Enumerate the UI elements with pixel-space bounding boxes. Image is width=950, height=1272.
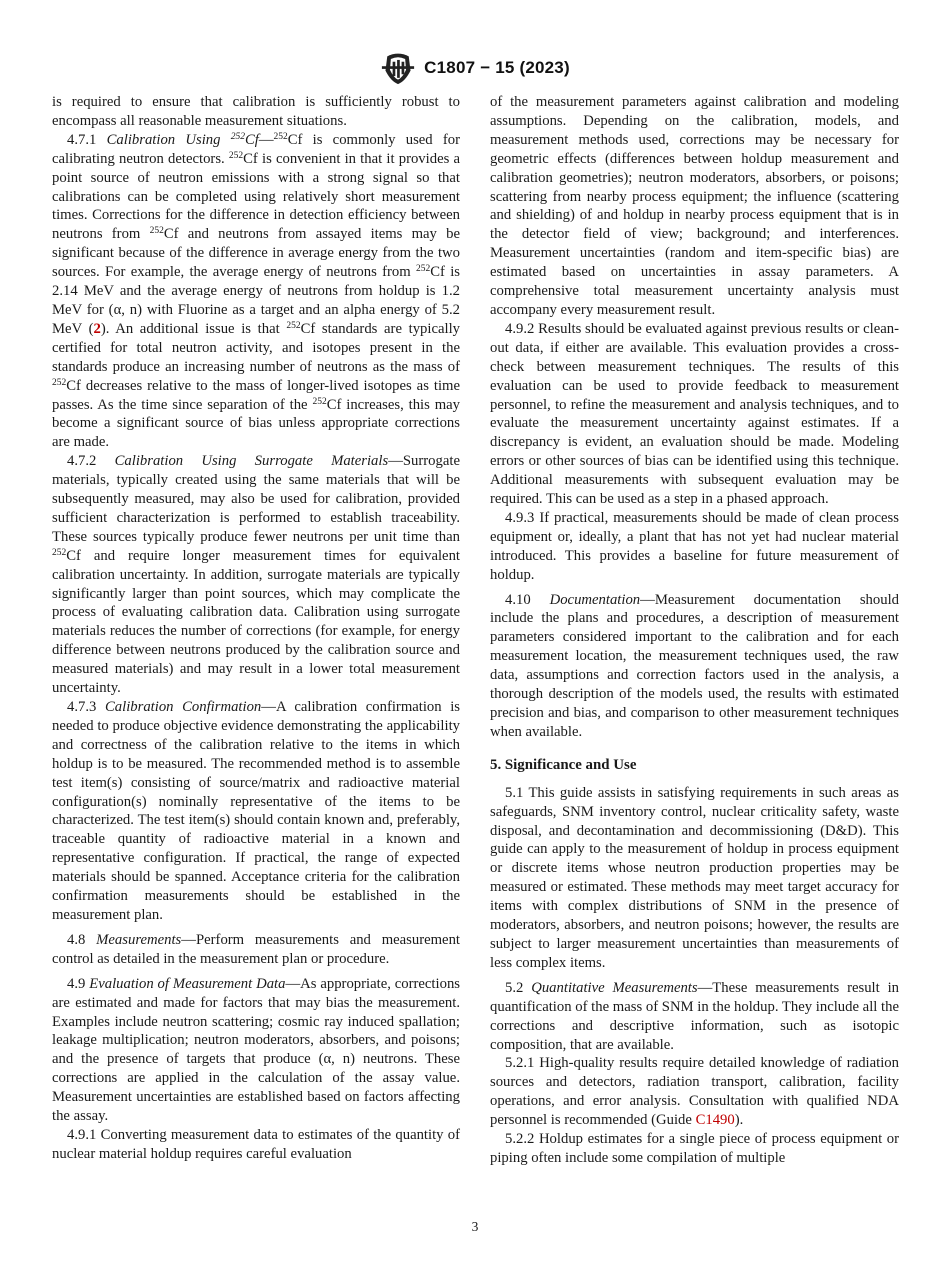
reference-link[interactable]: 2 — [93, 320, 101, 337]
section-5-2-1: 5.2.1 High-quality results require detailed knowledge of radiation sources and detectors, radiation transport, calibration, facility operations, and error analysis. Consultation with qualified NDA personnel is recommended (Guide C1490). — [490, 1055, 899, 1129]
page-number: 3 — [471, 1219, 479, 1234]
section-4-7-2: 4.7.2 Calibration Using Surrogate Materials—Surrogate materials, typically created using the same materials that will be subsequently measured, may also be used for calibration, provided sufficient characterization is performed to establish traceability. These sources typically produce fewer neutrons per unit time than $^{252}$Cf and require longer measurement times for equivalent calibration uncertainty. In addition, surrogate materials are typically significantly larger than point sources, which may complicate the process of evaluating calibration data. Calibration using surrogate materials reduces the number of corrections (for example, for energy difference between neutrons produced by the calibration source and measured materials) and may result in a lower total measurement uncertainty. — [52, 453, 460, 697]
guide-link[interactable]: C1490 — [695, 1112, 735, 1129]
section-5-1: 5.1 This guide assists in satisfying requirements in such areas as safeguards, SNM inventory control, nuclear criticality safety, waste disposal, and decontamination and decommissioning (D&D). This guide can apply to the measurement of holdup in process equipment or discrete items whose neutron production properties may be measured or estimated. These methods may meet target accuracy for items with complex distributions of SNM in the presence of moderators, absorbers, and neutron poisons; however, the results are subject to larger measurement uncertainties than measurements of less complex items. — [490, 784, 899, 971]
section-5-2: 5.2 Quantitative Measurements—These measurements result in quantification of the mass of SNM in the holdup. They include all the corrections and descriptive information, such as isotopic composition, that are available. — [490, 979, 899, 1053]
right-column — [490, 93, 899, 1168]
page-header — [0, 50, 950, 86]
section-heading: 5. Significance and Use — [490, 756, 637, 773]
section-4-9-3: 4.9.3 If practical, measurements should be made of clean process equipment or, ideally, a plant that has not yet had nuclear material introduced. This provides a baseline for future measurement of holdup. — [490, 509, 899, 583]
paragraph-continued: is required to ensure that calibration is sufficiently robust to encompass all reasonable measurement situations. — [52, 94, 460, 129]
section-4-9-2: 4.9.2 Results should be evaluated against previous results or clean-out data, if either are available. This evaluation provides a cross-check between measurement techniques. The results of this evaluation can be used to provide feedback to measurement personnel, to refine the measurement and analysis techniques, and to evaluate the measurement uncertainty against estimates. If a discrepancy is evident, an evaluation should be made. Modeling errors or other sources of bias can be identified using this technique. Additional measurements with subsequent evaluation may be required. This can be used as a step in a phased approach. — [490, 320, 899, 508]
section-4-8: 4.8 Measurements—Perform measurements and measurement control as detailed in the measurement plan or procedure. — [52, 931, 460, 967]
section-4-7-3: 4.7.3 Calibration Confirmation—A calibration confirmation is needed to produce objective evidence demonstrating the applicability and correctness of the calibration relative to the items in which holdup is to be measured. The recommended method is to assemble test item(s) consisting of source/matrix and radioactive material configuration(s) nominally representative of the items to be characterized. The test item(s) should contain known and, preferably, traceable quantity of radioactive material in a known and representative configuration. If practical, the range of expected materials should be spanned. Acceptance criteria for the calibration confirmation measurements should be established in the measurement plan. — [52, 699, 460, 923]
section-4-9-1-continued: of the measurement parameters against calibration and modeling assumptions. Depending on the calibration, models, and measurement methods used, corrections may be necessary for geometric effects (differences between holdup measurement and calibration geometries); neutron moderators, absorbers, or poisons; scattering from nearby process equipment; the influence (scattering and shielding) of and holdup in nearby process equipment that is in the detector field of view; background; and interferences. Measurement uncertainties (random and item-specific bias) are estimated based on uncertainties in assay parameters. A comprehensive total measurement uncertainty analysis must accompany every measurement result. — [490, 94, 899, 318]
astm-logo-icon — [380, 51, 416, 85]
section-5-2-2: 5.2.2 Holdup estimates for a single piece of process equipment or piping often include some compilation of multiple — [490, 1131, 899, 1166]
section-4-9: 4.9 Evaluation of Measurement Data—As appropriate, corrections are estimated and made for factors that may bias the measurement. Examples include neutron scattering; cosmic ray induced spallation; leakage multiplication; neutron moderators, absorbers, and poisons; and the presence of targets that produce (α, n) neutrons. These corrections are applied in the calculation of the assay value. Measurement uncertainties are established based on factors affecting the assay. — [52, 975, 460, 1125]
standard-designation: C1807 − 15 (2023) — [424, 58, 570, 77]
section-4-10: 4.10 Documentation—Measurement documentation should include the plans and procedures, a description of measurement parameters considered important to the calibration and for each measurement location, the measurement techniques used, the raw data, assumptions and correction factors used in the analysis, a thorough description of the models used, the results with estimated precision and bias, and comparison to other measurement techniques when available. — [490, 591, 899, 740]
section-4-9-1: 4.9.1 Converting measurement data to estimates of the quantity of nuclear material holdup requires careful evaluation — [52, 1126, 460, 1162]
left-column — [52, 93, 460, 1164]
section-4-7-1: 4.7.1 Calibration Using $^{252}$Cf—$^{252}$Cf is commonly used for calibrating neutron detectors. $^{252}$Cf is convenient in that it provides a point source of neutron emissions with a strong signal so that calibrations can be completed using relatively short measurement times. Corrections for the difference in detection efficiency between neutrons from $^{252}$Cf and neutrons from assayed items may be significant because of the difference in average energy from the two sources. For example, the average energy of neutrons from $^{252}$Cf is 2.14 MeV and the average energy of neutrons from holdup is 1.2 MeV for (α, n) with Fluorine as a target and an alpha energy of 5.2 MeV (2). An additional issue is that $^{252}$Cf standards are typically certified for total neutron activity, and isotopes present in the standards produce an increasing number of neutrons as the mass of $^{252}$Cf decreases relative to the mass of longer-lived isotopes as time passes. As the time since separation of the $^{252}$Cf increases, this may become a significant source of bias unless appropriate corrections are made. — [52, 131, 460, 451]
